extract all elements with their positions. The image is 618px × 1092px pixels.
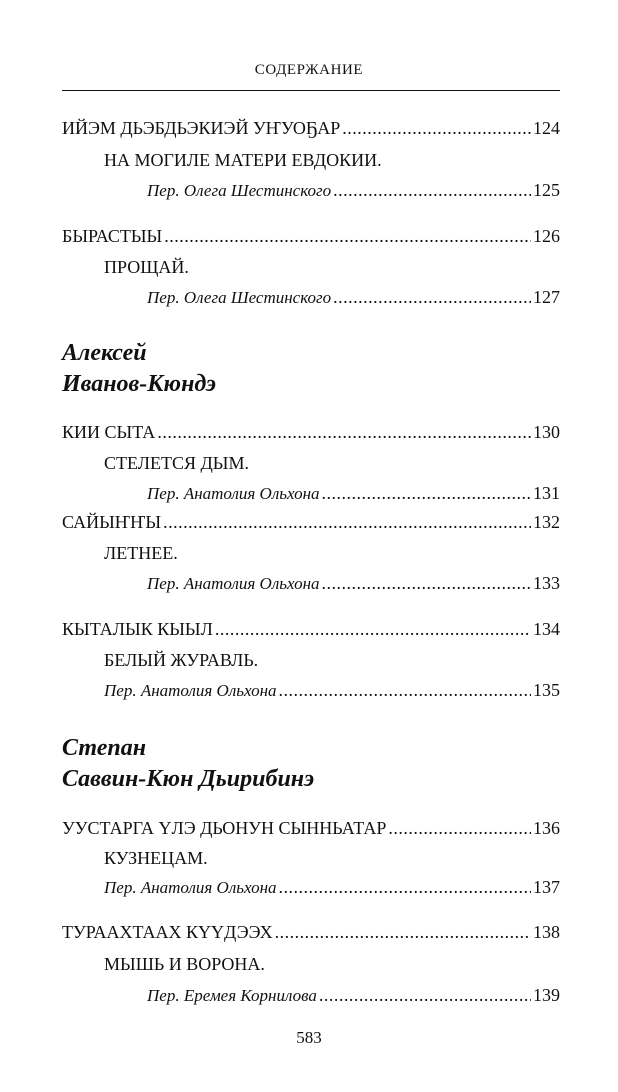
entry-page-number: 136 [533, 818, 560, 838]
entry-page-number: 137 [533, 877, 560, 897]
translation-title: ПРОЩАЙ. [104, 257, 189, 277]
entry-title: БЫРАСТЫЫ [62, 226, 163, 246]
dot-leader [322, 571, 531, 595]
toc-entry [62, 510, 560, 534]
entry-page-number: 126 [533, 226, 560, 246]
author-surname: Иванов-Кюндэ [62, 371, 216, 397]
dot-leader [319, 983, 531, 1007]
translator-name: Пер. Анатолия Ольхона [147, 484, 320, 503]
dot-leader [388, 816, 531, 840]
toc-entry [62, 116, 560, 140]
translator-name: Пер. Еремея Корнилова [147, 986, 317, 1005]
translation-title: БЕЛЫЙ ЖУРАВЛЬ. [104, 650, 259, 670]
entry-page-number: 138 [533, 922, 560, 942]
translation-title: КУЗНЕЦАМ. [104, 848, 208, 868]
dot-leader [164, 224, 531, 248]
toc-entry [62, 420, 560, 444]
toc-entry [62, 224, 560, 248]
dot-leader [279, 678, 531, 702]
toc-entry [62, 816, 560, 840]
entry-title: УУСТАРГА ҮЛЭ ДЬОНУН СЫННЬАТАР [62, 818, 387, 838]
translator-entry [147, 481, 560, 506]
dot-leader [322, 481, 531, 505]
dot-leader [163, 510, 531, 534]
translator-entry [147, 983, 560, 1008]
dot-leader [275, 920, 531, 944]
entry-page-number: 133 [533, 573, 560, 593]
entry-title: КИИ СЫТА [62, 422, 156, 442]
entry-page-number: 139 [533, 985, 560, 1005]
dot-leader [342, 116, 531, 140]
entry-page-number: 127 [533, 287, 560, 307]
author-surname: Саввин-Кюн Дьирибинэ [62, 766, 315, 792]
translator-entry [104, 678, 560, 703]
header-divider [62, 90, 560, 91]
translation-title: ЛЕТНЕЕ. [104, 543, 178, 563]
author-first-name: Степан [62, 735, 147, 761]
entry-title: ТУРААХТААХ КҮҮДЭЭХ [62, 922, 273, 942]
entry-page-number: 125 [533, 180, 560, 200]
translator-entry [147, 178, 560, 203]
toc-entry [62, 617, 560, 641]
translator-name: Пер. Анатолия Ольхона [104, 878, 277, 897]
entry-page-number: 134 [533, 619, 560, 639]
translator-name: Пер. Анатолия Ольхона [147, 574, 320, 593]
translation-title: СТЕЛЕТСЯ ДЫМ. [104, 453, 249, 473]
translation-title: МЫШЬ И ВОРОНА. [104, 954, 265, 974]
entry-page-number: 131 [533, 483, 560, 503]
translator-name: Пер. Анатолия Ольхона [104, 681, 277, 700]
dot-leader [333, 285, 531, 309]
entry-page-number: 132 [533, 512, 560, 532]
entry-page-number: 135 [533, 680, 560, 700]
entry-page-number: 124 [533, 118, 560, 138]
entry-title: КЫТАЛЫК КЫЫЛ [62, 619, 213, 639]
dot-leader [333, 178, 531, 202]
translation-title: НА МОГИЛЕ МАТЕРИ ЕВДОКИИ. [104, 150, 382, 170]
dot-leader [279, 875, 531, 899]
page-number: 583 [296, 1028, 322, 1047]
entry-title: САЙЫҤҤЫ [62, 512, 162, 532]
dot-leader [157, 420, 531, 444]
translator-entry [104, 875, 560, 900]
entry-page-number: 130 [533, 422, 560, 442]
running-header: СОДЕРЖАНИЕ [254, 62, 364, 78]
author-first-name: Алексей [62, 340, 147, 366]
translator-name: Пер. Олега Шестинского [147, 181, 332, 200]
translator-entry [147, 285, 560, 310]
translator-name: Пер. Олега Шестинского [147, 288, 332, 307]
toc-entry [62, 920, 560, 944]
translator-entry [147, 571, 560, 596]
entry-title: ИЙЭМ ДЬЭБДЬЭКИЭЙ УҤУОҔАР [62, 118, 341, 138]
dot-leader [215, 617, 531, 641]
